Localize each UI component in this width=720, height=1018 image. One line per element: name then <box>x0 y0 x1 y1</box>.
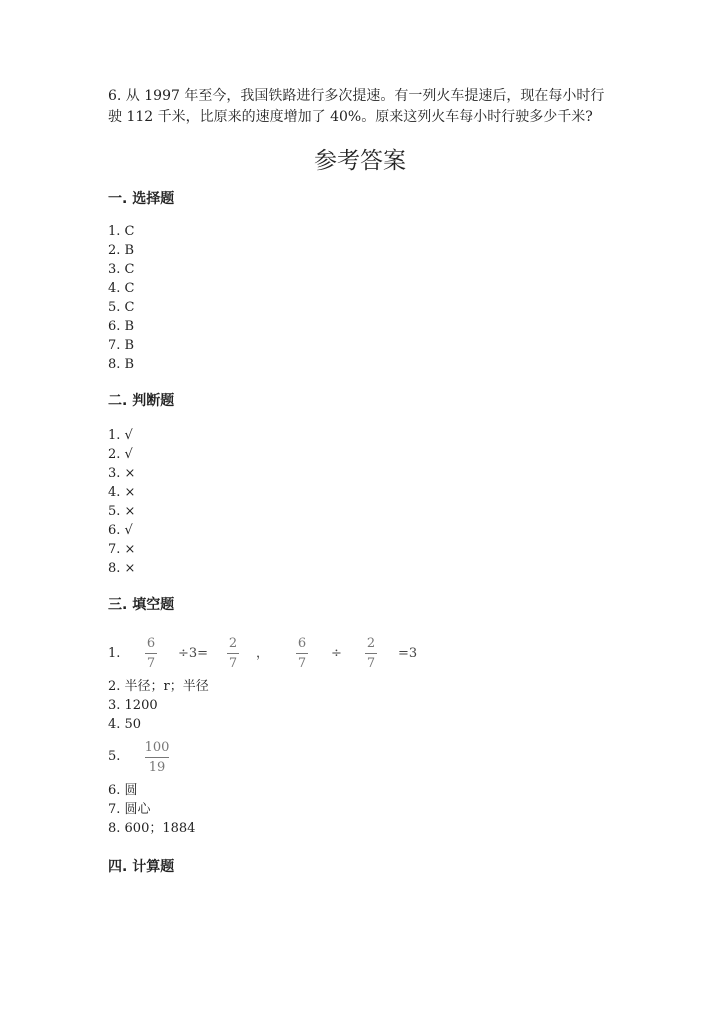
fraction-bar <box>145 653 157 654</box>
list-item: 3. × <box>108 466 136 481</box>
list-item: 8. × <box>108 561 136 576</box>
section-heading-judgement: 二. 判断题 <box>108 393 175 409</box>
list-item: 8. 600；1884 <box>108 821 196 836</box>
list-item: 2. √ <box>108 447 133 462</box>
fraction-b <box>226 636 240 671</box>
list-item: 8. B <box>108 357 135 372</box>
fraction-numerator: 100 <box>144 740 170 755</box>
list-item: 1. C <box>108 224 135 239</box>
operator-divide: ÷ <box>331 646 342 661</box>
fraction-numerator: 2 <box>228 636 238 651</box>
question-6 <box>108 86 618 128</box>
list-item: 5. C <box>108 300 135 315</box>
list-item: 3. 1200 <box>108 698 158 713</box>
fraction-denominator: 7 <box>297 656 307 671</box>
fraction-bar <box>365 653 377 654</box>
result: =3 <box>398 646 418 661</box>
fraction-c <box>295 636 309 671</box>
section-heading-fill-blank: 三. 填空题 <box>108 597 175 613</box>
fraction-denominator: 19 <box>148 760 166 775</box>
fraction-a <box>144 636 158 671</box>
list-item: 4. × <box>108 485 136 500</box>
comma: ， <box>256 646 270 661</box>
fraction-bar <box>227 653 239 654</box>
fraction-denominator: 7 <box>366 656 376 671</box>
fraction-item-5 <box>144 740 170 775</box>
list-item: 4. C <box>108 281 135 296</box>
list-item: 7. B <box>108 338 135 353</box>
question-6-line-2: 驶 112 千米，比原来的速度增加了 40%。原来这列火车每小时行驶多少千米? <box>108 109 593 125</box>
list-item: 4. 50 <box>108 717 142 732</box>
answer-title: 参考答案 <box>314 148 406 174</box>
section-heading-calculation: 四. 计算题 <box>108 859 175 875</box>
list-item: 7. × <box>108 542 136 557</box>
fraction-numerator: 6 <box>146 636 156 651</box>
fraction-d <box>364 636 378 671</box>
list-item: 7. 圆心 <box>108 802 151 817</box>
list-item: 5. × <box>108 504 136 519</box>
operator-divide-three: ÷3= <box>178 646 209 661</box>
item-label: 5. <box>108 749 121 764</box>
section-heading-choice: 一. 选择题 <box>108 191 175 207</box>
list-item: 1. √ <box>108 428 133 443</box>
list-item: 6. 圆 <box>108 783 138 798</box>
fraction-bar <box>145 757 169 758</box>
list-item: 6. √ <box>108 523 133 538</box>
fraction-bar <box>296 653 308 654</box>
item-label: 1. <box>108 646 121 661</box>
fraction-numerator: 6 <box>297 636 307 651</box>
fraction-denominator: 7 <box>228 656 238 671</box>
list-item: 2. B <box>108 243 135 258</box>
list-item: 3. C <box>108 262 135 277</box>
fraction-numerator: 2 <box>366 636 376 651</box>
question-6-line-1: 6. 从 1997 年至今，我国铁路进行多次提速。有一列火车提速后，现在每小时行 <box>108 88 605 104</box>
fraction-denominator: 7 <box>146 656 156 671</box>
list-item: 6. B <box>108 319 135 334</box>
list-item: 2. 半径；r；半径 <box>108 679 209 694</box>
